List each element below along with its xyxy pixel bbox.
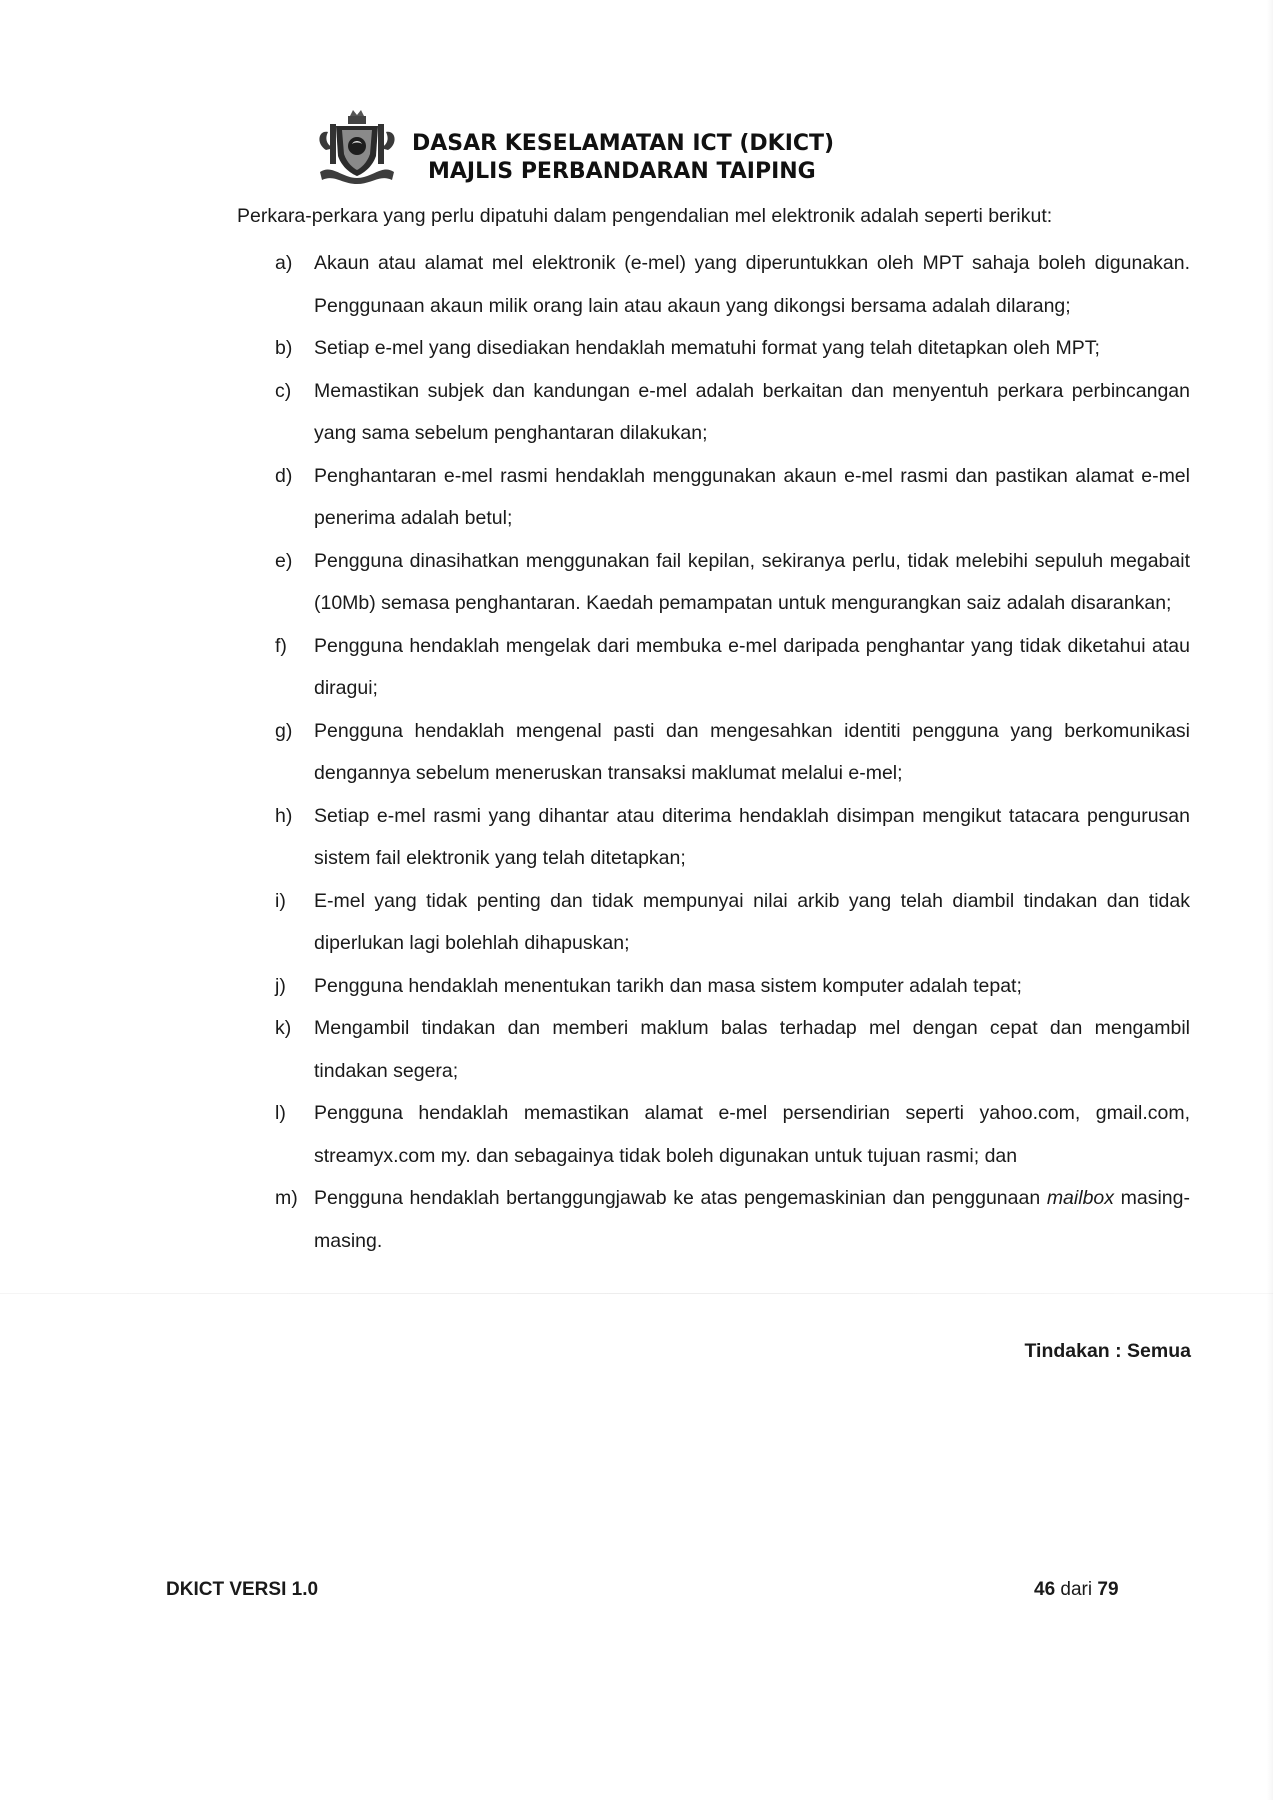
page-current: 46 — [1034, 1579, 1056, 1600]
list-item — [275, 455, 1190, 540]
scan-artifact-line — [0, 1293, 1273, 1294]
list-item — [275, 1007, 1190, 1092]
list-marker: e) — [275, 549, 293, 572]
list-item — [275, 1092, 1190, 1177]
action-note: Tindakan : Semua — [1024, 1340, 1191, 1362]
footer-version: DKICT VERSI 1.0 — [166, 1579, 319, 1600]
list-item — [275, 327, 1190, 370]
list-item — [275, 965, 1190, 1008]
list-marker: b) — [275, 337, 293, 359]
list-item-text: Akaun atau alamat mel elektronik (e-mel) yang diperuntukkan oleh MPT sahaja boleh digunakan. Penggunaan akaun milik orang lain atau akaun yang dikongsi bersama adalah dilarang; — [314, 252, 1190, 317]
document-header — [312, 106, 912, 186]
document-title: DASAR KESELAMATAN ICT (DKICT) — [412, 131, 835, 156]
list-item-text: Memastikan subjek dan kandungan e-mel adalah berkaitan dan menyentuh perkara perbincangan yang sama sebelum penghantaran dilakukan; — [314, 379, 1190, 444]
organization-name: MAJLIS PERBANDARAN TAIPING — [428, 159, 816, 184]
coat-of-arms-icon — [312, 110, 402, 184]
list-marker: d) — [275, 464, 293, 487]
list-item-text: Penghantaran e-mel rasmi hendaklah menggunakan akaun e-mel rasmi dan pastikan alamat e-mel penerima adalah betul; — [314, 464, 1190, 529]
header-titles — [412, 130, 912, 186]
list-item — [275, 1177, 1190, 1262]
list-marker: j) — [275, 974, 286, 997]
list-item-text: Pengguna hendaklah memastikan alamat e-mel persendirian seperti yahoo.com, gmail.com, streamyx.com my. dan sebagainya tidak boleh digunakan untuk tujuan rasmi; dan — [314, 1102, 1190, 1167]
list-marker: m) — [275, 1187, 298, 1209]
list-marker: f) — [275, 634, 287, 657]
list-item-text: Pengguna hendaklah mengelak dari membuka e-mel daripada penghantar yang tidak diketahui atau diragui; — [314, 634, 1190, 699]
page-total: 79 — [1097, 1579, 1119, 1600]
list-item-text-before: Pengguna hendaklah bertanggungjawab ke atas pengemaskinian dan penggunaan — [314, 1187, 1047, 1209]
list-marker: i) — [275, 889, 286, 912]
page-edge-shadow — [1267, 0, 1273, 1800]
list-marker: g) — [275, 719, 293, 742]
list-item-text-after: masing-masing. — [314, 1187, 1190, 1252]
page-separator: dari — [1060, 1579, 1093, 1600]
list-marker: h) — [275, 804, 293, 827]
list-marker: a) — [275, 252, 293, 274]
list-item-text: Pengguna dinasihatkan menggunakan fail kepilan, sekiranya perlu, tidak melebihi sepuluh megabait (10Mb) semasa penghantaran. Kaedah pemampatan untuk mengurangkan saiz adalah disarankan; — [314, 549, 1190, 614]
list-marker: c) — [275, 379, 292, 402]
list-item-text — [314, 1187, 1190, 1252]
mailbox-term: mailbox — [1046, 1187, 1115, 1209]
email-rules-list — [275, 242, 1190, 1262]
list-item-text: Mengambil tindakan dan memberi maklum balas terhadap mel dengan cepat dan mengambil tindakan segera; — [314, 1017, 1190, 1082]
list-item-text: Setiap e-mel rasmi yang dihantar atau diterima hendaklah disimpan mengikut tatacara pengurusan sistem fail elektronik yang telah ditetapkan; — [314, 804, 1190, 869]
list-item-text: Pengguna hendaklah mengenal pasti dan mengesahkan identiti pengguna yang berkomunikasi dengannya sebelum meneruskan transaksi maklumat melalui e-mel; — [314, 719, 1190, 784]
intro-paragraph: Perkara-perkara yang perlu dipatuhi dalam pengendalian mel elektronik adalah seperti berikut: — [237, 205, 1053, 227]
list-item — [275, 880, 1190, 965]
list-item — [275, 540, 1190, 625]
list-item-text: Pengguna hendaklah menentukan tarikh dan masa sistem komputer adalah tepat; — [314, 974, 1022, 997]
list-item-text: E-mel yang tidak penting dan tidak mempunyai nilai arkib yang telah diambil tindakan dan tidak diperlukan lagi bolehlah dihapuskan; — [314, 889, 1190, 954]
list-marker: k) — [275, 1017, 292, 1039]
list-item-text: Setiap e-mel yang disediakan hendaklah mematuhi format yang telah ditetapkan oleh MPT; — [314, 337, 1100, 359]
list-item — [275, 625, 1190, 710]
list-item — [275, 710, 1190, 795]
page-number — [1034, 1577, 1119, 1603]
list-item — [275, 370, 1190, 455]
list-item — [275, 795, 1190, 880]
list-marker: l) — [275, 1102, 286, 1124]
list-item — [275, 242, 1190, 327]
